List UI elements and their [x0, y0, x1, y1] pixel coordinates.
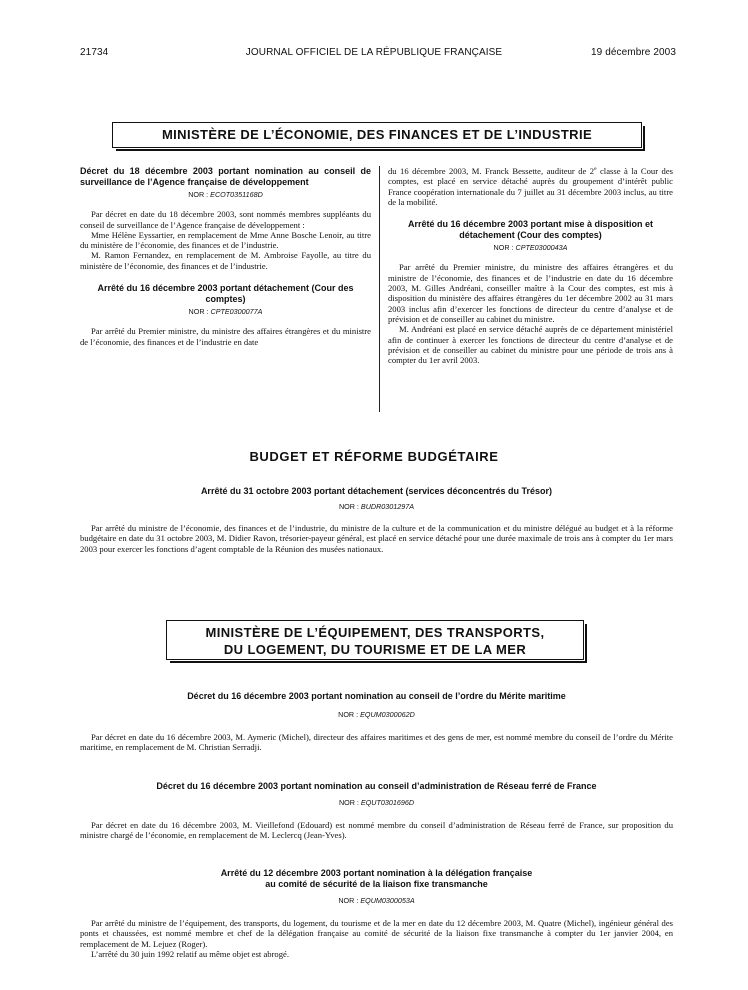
nor-code: EQUM0300062D [360, 710, 415, 719]
decree-afd-nor [80, 190, 371, 200]
arrete-transmanche-title [80, 868, 673, 889]
decree-afd-paragraph: M. Ramon Fernandez, en remplacement de M. Ambroise Fayolle, au titre du ministère de l’économie, des finances et de l’industrie. [80, 250, 371, 271]
column-divider [379, 166, 380, 412]
arrete-transmanche-title-line1: Arrêté du 12 décembre 2003 portant nomination à la délégation française [220, 868, 533, 878]
arrete-andreani-paragraph: M. Andréani est placé en service détaché auprès de ce département ministériel afin de continuer à exercer les fonctions de directeur du centre d’analyse et de prévision et de conseiller au cabinet du ministre pour une période de trois ans à compter du 1er avril 2003. [388, 324, 673, 366]
decree-merite-nor [80, 710, 673, 719]
arrete-ravon-body [80, 523, 673, 554]
right-column [388, 166, 673, 365]
ministry-equipement-line1: MINISTÈRE DE L’ÉQUIPEMENT, DES TRANSPORTS, [205, 625, 545, 640]
ministry-economie-heading: MINISTÈRE DE L’ÉCONOMIE, DES FINANCES ET DE L’INDUSTRIE [112, 122, 642, 148]
nor-code: EQUT0301696D [360, 798, 415, 807]
nor-code: CPTE0300043A [515, 243, 568, 253]
arrete-andreani-nor [388, 243, 673, 253]
arrete-andreani-paragraph: Par arrêté du Premier ministre, du ministre des affaires étrangères et du ministre de l’économie, des finances et de l’industrie en date du 16 décembre 2003, M. Gilles Andréani, conseiller maître à la Cour des comptes, est mis à disposition du ministère des affaires étrangères du 1er décembre 2002 au 31 mars 2003 inclus afin d’exercer les fonctions de directeur du centre d’analyse et de prévision et de conseiller au cabinet du ministre. [388, 262, 673, 324]
arrete-transmanche-title-line2: au comité de sécurité de la liaison fixe transmanche [265, 878, 488, 889]
decree-merite-body [80, 732, 673, 753]
decree-afd-title: Décret du 18 décembre 2003 portant nomination au conseil de surveillance de l’Agence française de développement [80, 166, 371, 187]
decree-rff-paragraph: Par décret en date du 16 décembre 2003, M. Vieillefond (Edouard) est nommé membre du conseil d’administration de Réseau ferré de France, sur proposition du ministre chargé de l’économie, en remplacement de M. Leclercq (Jean-Yves). [80, 820, 673, 841]
issue-date: 19 décembre 2003 [591, 47, 676, 58]
nor-label: NOR : [338, 798, 359, 807]
budget-section-heading: BUDGET ET RÉFORME BUDGÉTAIRE [249, 449, 499, 464]
arrete-bessette-title: Arrêté du 16 décembre 2003 portant détachement (Cour des comptes) [97, 283, 354, 304]
nor-label: NOR : [338, 896, 359, 905]
decree-afd-paragraph: Mme Hélène Eyssartier, en remplacement de Mme Anne Bosche Lenoir, au titre du ministère de l’économie, des finances et de l’industrie. [80, 229, 371, 251]
arrete-ravon-title: Arrêté du 31 octobre 2003 portant détachement (services déconcentrés du Trésor) [200, 486, 553, 496]
arrete-ravon-nor [80, 502, 673, 511]
left-column [80, 166, 371, 347]
decree-rff-nor [80, 798, 673, 807]
ministry-equipement-heading [166, 620, 584, 660]
arrete-ravon-paragraph: Par arrêté du ministre de l’économie, des finances et de l’industrie, du ministre de la culture et de la communication et du ministre délégué au budget et à la réforme budgétaire en date du 31 octobre 2003, M. Didier Ravon, trésorier-payeur général, est placé en service détaché pour une durée maximale de trois ans à compter du 1er mars 2003 pour exercer les fonctions d’agent comptable de la Réunion des musées nationaux. [80, 523, 673, 554]
nor-label: NOR : [338, 710, 359, 719]
nor-label: NOR : [338, 502, 359, 511]
decree-afd-paragraph: Par décret en date du 18 décembre 2003, sont nommés membres suppléants du conseil de surveillance de l’Agence française de développement : [80, 209, 371, 230]
nor-label: NOR : [188, 190, 209, 199]
decree-rff-body [80, 820, 673, 841]
nor-code: ECOT0351168D [210, 190, 263, 199]
nor-code: BUDR0301297A [360, 502, 415, 511]
nor-label: NOR : [188, 307, 209, 317]
arrete-bessette-paragraph-start: Par arrêté du Premier ministre, du ministre des affaires étrangères et du ministre de l’économie, des finances et de l’industrie en date [80, 326, 371, 347]
arrete-transmanche-paragraph: L’arrêté du 30 juin 1992 relatif au même objet est abrogé. [91, 948, 289, 959]
arrete-bessette-paragraph-end: du 16 décembre 2003, M. Franck Bessette, auditeur de 2e classe à la Cour des comptes, est placé en service détaché auprès du groupement d’intérêt public France coopération internationale du 7 juillet au 31 décembre 2003 inclus, au titre de la mobilité. [388, 166, 674, 207]
journal-title: JOURNAL OFFICIEL DE LA RÉPUBLIQUE FRANÇAISE [245, 47, 503, 58]
arrete-transmanche-paragraph: Par arrêté du ministre de l’équipement, des transports, du logement, du tourisme et de la mer en date du 12 décembre 2003, M. Quatre (Michel), ingénieur général des ponts et chaussées, est nommé membre et chef de la délégation française au comité de sécurité de la liaison fixe transmanche à compter du 1er janvier 2004, en remplacement de M. Lejuez (Roger). [80, 918, 673, 949]
arrete-transmanche-nor [80, 896, 673, 905]
ministry-equipement-line2: DU LOGEMENT, DU TOURISME ET DE LA MER [223, 642, 527, 657]
arrete-bessette-nor [80, 307, 371, 317]
arrete-transmanche-body [80, 918, 673, 959]
nor-code: EQUM0300053A [360, 896, 415, 905]
decree-rff-title: Décret du 16 décembre 2003 portant nomination au conseil d’administration de Réseau ferré de France [156, 781, 597, 791]
page-number: 21734 [80, 47, 109, 58]
decree-merite-title: Décret du 16 décembre 2003 portant nomination au conseil de l’ordre du Mérite maritime [187, 691, 566, 701]
arrete-andreani-title: Arrêté du 16 décembre 2003 portant mise à disposition et détachement (Cour des comptes) [407, 219, 654, 240]
nor-code: CPTE0300077A [210, 307, 263, 317]
decree-merite-paragraph: Par décret en date du 16 décembre 2003, M. Aymeric (Michel), directeur des affaires maritimes et des gens de mer, est nommé membre du conseil de l’ordre du Mérite maritime, en remplacement de M. Christian Serradji. [80, 732, 673, 753]
nor-label: NOR : [493, 243, 514, 253]
